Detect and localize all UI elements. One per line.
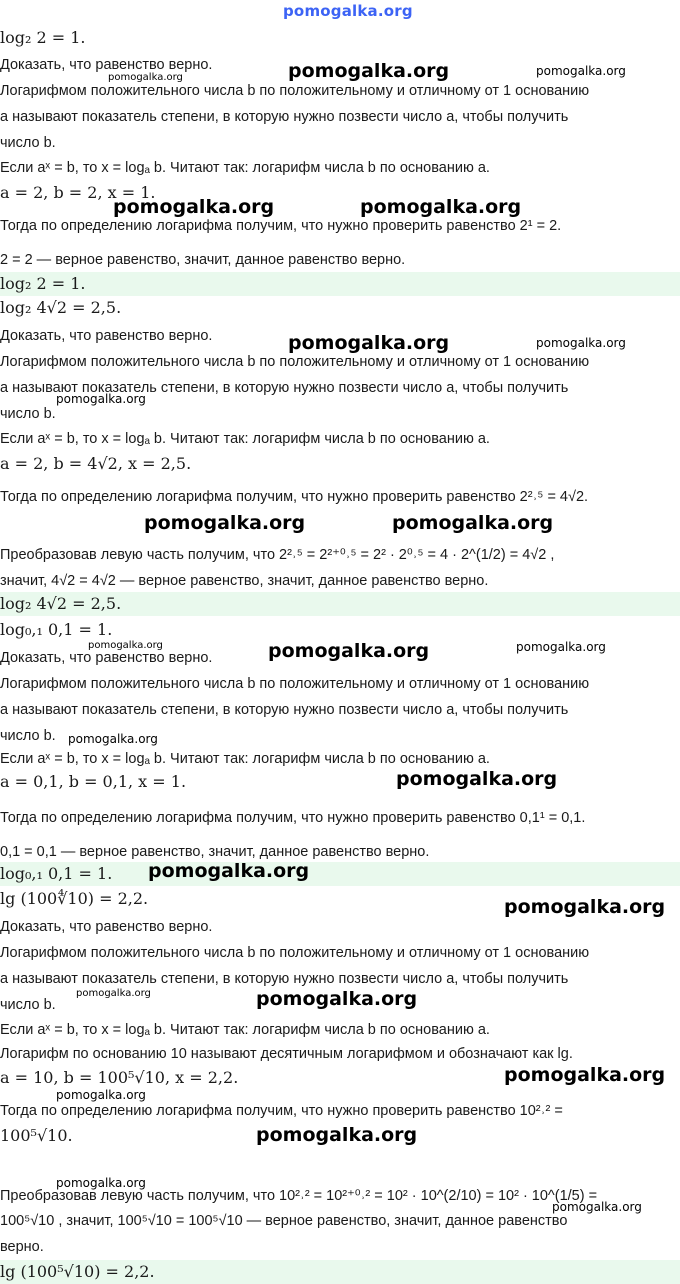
watermark: pomogalka.org: [144, 512, 306, 534]
conclusion-line: 0,1 = 0,1 — верное равенство, значит, данное равенство верно.: [0, 844, 430, 860]
answer-highlight: [0, 272, 680, 296]
values-line: a = 2, b = 2, x = 1.: [0, 183, 156, 202]
watermark: pomogalka.org: [288, 60, 450, 82]
section-title: log₀,₁ 0,1 = 1.: [0, 620, 113, 639]
prove-text: Доказать, что равенство верно.: [0, 57, 213, 73]
definition-line: число b.: [0, 997, 56, 1013]
site-header-link[interactable]: pomogalka.org: [283, 2, 413, 20]
definition-line: a называют показатель степени, в которую нужно позвести число a, чтобы получить: [0, 380, 569, 396]
watermark: pomogalka.org: [552, 1200, 642, 1214]
section-title: log₂ 2 = 1.: [0, 28, 86, 47]
watermark: pomogalka.org: [56, 1176, 146, 1190]
check-line: Тогда по определению логарифма получим, что нужно проверить равенство 2¹ = 2.: [0, 218, 562, 234]
watermark: pomogalka.org: [268, 640, 430, 662]
definition-line: Если aˣ = b, то x = logₐ b. Читают так: логарифм числа b по основанию a.: [0, 431, 490, 447]
watermark: pomogalka.org: [504, 1064, 666, 1086]
definition-line: a называют показатель степени, в которую нужно позвести число a, чтобы получить: [0, 971, 569, 987]
definition-line: Логарифмом положительного числа b по положительному и отличному от 1 основанию: [0, 945, 590, 961]
lg-definition-line: Логарифм по основанию 10 называют десятичным логарифмом и обозначают как lg.: [0, 1046, 573, 1062]
watermark: pomogalka.org: [396, 768, 558, 790]
watermark: pomogalka.org: [76, 988, 151, 999]
conclusion-line: 100⁵√10 , значит, 100⁵√10 = 100⁵√10 — верное равенство, значит, данное равенство: [0, 1213, 568, 1229]
answer-line: log₀,₁ 0,1 = 1.: [0, 864, 113, 883]
definition-line: Если aˣ = b, то x = logₐ b. Читают так: логарифм числа b по основанию a.: [0, 160, 490, 176]
check-line: Тогда по определению логарифма получим, что нужно проверить равенство 10²˒² =: [0, 1103, 563, 1119]
definition-line: число b.: [0, 135, 56, 151]
values-line: a = 2, b = 4√2, x = 2,5.: [0, 454, 192, 473]
values-line: a = 0,1, b = 0,1, x = 1.: [0, 772, 187, 791]
section-title: lg (100∜10) = 2,2.: [0, 889, 149, 908]
conclusion-line: верно.: [0, 1239, 44, 1255]
watermark: pomogalka.org: [56, 1088, 146, 1102]
prove-text: Доказать, что равенство верно.: [0, 650, 213, 666]
check-line: Тогда по определению логарифма получим, что нужно проверить равенство 2²˒⁵ = 4√2.: [0, 489, 589, 505]
check-line: Тогда по определению логарифма получим, что нужно проверить равенство 0,1¹ = 0,1.: [0, 810, 586, 826]
watermark: pomogalka.org: [113, 196, 275, 218]
definition-line: Если aˣ = b, то x = logₐ b. Читают так: логарифм числа b по основанию a.: [0, 1022, 490, 1038]
values-line: a = 10, b = 100⁵√10, x = 2,2.: [0, 1068, 239, 1087]
transform-line: Преобразовав левую часть получим, что 2²˒⁵ = 2²⁺⁰˒⁵ = 2² · 2⁰˒⁵ = 4 · 2^(1/2) = 4√2 ,: [0, 547, 555, 563]
answer-line: log₂ 4√2 = 2,5.: [0, 594, 122, 613]
watermark: pomogalka.org: [360, 196, 522, 218]
watermark: pomogalka.org: [288, 332, 450, 354]
watermark: pomogalka.org: [108, 72, 183, 83]
watermark: pomogalka.org: [392, 512, 554, 534]
definition-line: a называют показатель степени, в которую нужно позвести число a, чтобы получить: [0, 109, 569, 125]
watermark: pomogalka.org: [536, 64, 626, 78]
definition-line: число b.: [0, 728, 56, 744]
prove-text: Доказать, что равенство верно.: [0, 328, 213, 344]
definition-line: Логарифмом положительного числа b по положительному и отличному от 1 основанию: [0, 354, 590, 370]
definition-line: Если aˣ = b, то x = logₐ b. Читают так: логарифм числа b по основанию a.: [0, 751, 490, 767]
section-title: log₂ 4√2 = 2,5.: [0, 298, 122, 317]
watermark: pomogalka.org: [536, 336, 626, 350]
watermark: pomogalka.org: [516, 640, 606, 654]
prove-text: Доказать, что равенство верно.: [0, 919, 213, 935]
definition-line: число b.: [0, 406, 56, 422]
answer-line: lg (100⁵√10) = 2,2.: [0, 1262, 155, 1281]
definition-line: Логарифмом положительного числа b по положительному и отличному от 1 основанию: [0, 83, 590, 99]
watermark: pomogalka.org: [256, 1124, 418, 1146]
watermark: pomogalka.org: [56, 392, 146, 406]
watermark: pomogalka.org: [148, 860, 310, 882]
conclusion-line: значит, 4√2 = 4√2 — верное равенство, значит, данное равенство верно.: [0, 573, 489, 589]
watermark: pomogalka.org: [256, 988, 418, 1010]
definition-line: Логарифмом положительного числа b по положительному и отличному от 1 основанию: [0, 676, 590, 692]
watermark: pomogalka.org: [504, 896, 666, 918]
check-line: 100⁵√10.: [0, 1126, 73, 1145]
conclusion-line: 2 = 2 — верное равенство, значит, данное равенство верно.: [0, 252, 406, 268]
definition-line: a называют показатель степени, в которую нужно позвести число a, чтобы получить: [0, 702, 569, 718]
watermark: pomogalka.org: [68, 732, 158, 746]
transform-line: Преобразовав левую часть получим, что 10²˒² = 10²⁺⁰˒² = 10² · 10^(2/10) = 10² · 10^(1/5) =: [0, 1188, 598, 1204]
answer-line: log₂ 2 = 1.: [0, 274, 86, 293]
watermark: pomogalka.org: [88, 640, 163, 651]
